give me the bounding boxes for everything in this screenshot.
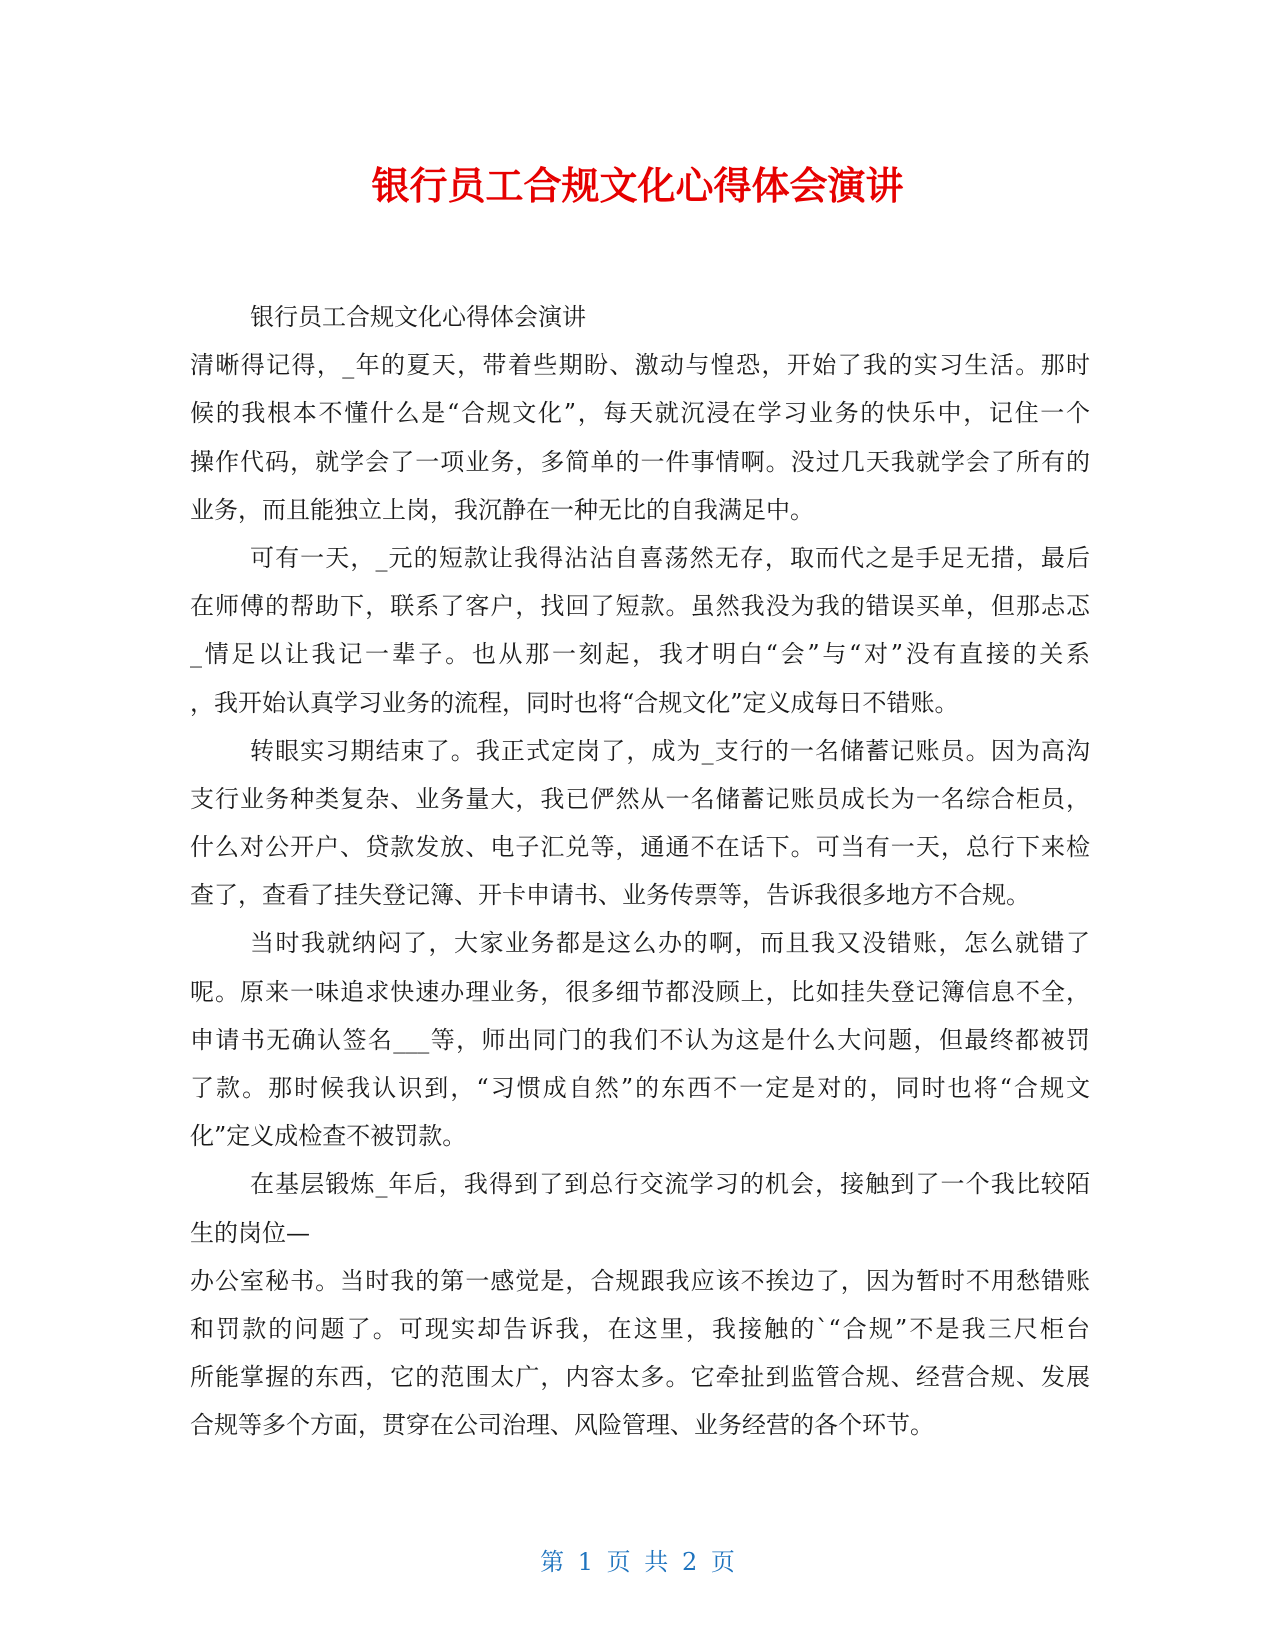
body-line: 合规等多个方面，贯穿在公司治理、风险管理、业务经营的各个环节。 (190, 1411, 934, 1440)
body-line: 业务，而且能独立上岗，我沉静在一种无比的自我满足中。 (190, 495, 814, 524)
body-line: _情足以让我记一辈子。也从那一刻起，我才明白“会”与“对”没有直接的关系 (190, 640, 1090, 669)
body-line: 了款。那时候我认识到，“习惯成自然”的东西不一定是对的，同时也将“合规文 (190, 1074, 1090, 1102)
body-line: 和罚款的问题了。可现实却告诉我，在这里，我接触的`“合规”不是我三尺柜台 (190, 1314, 1090, 1343)
body-line: 转眼实习期结束了。我正式定岗了，成为_支行的一名储蓄记账员。因为高沟 (250, 736, 1090, 765)
body-line: 支行业务种类复杂、业务量大，我已俨然从一名储蓄记账员成长为一名综合柜员， (190, 784, 1090, 813)
body-line: ，我开始认真学习业务的流程，同时也将“合规文化”定义成每日不错账。 (190, 688, 959, 717)
body-line: 清晰得记得，_年的夏天，带着些期盼、激动与惶恐，开始了我的实习生活。那时 (190, 351, 1090, 380)
body-line: 当时我就纳闷了，大家业务都是这么办的啊，而且我又没错账，怎么就错了 (250, 929, 1090, 958)
body-line: 什么对公开户、贷款发放、电子汇兑等，通通不在话下。可当有一天，总行下来检 (190, 833, 1090, 862)
body-line: 申请书无确认签名___等，师出同门的我们不认为这是什么大问题，但最终都被罚 (190, 1025, 1090, 1054)
document-body (190, 293, 1090, 1450)
body-line: 呢。原来一味追求快速办理业务，很多细节都没顾上，比如挂失登记簿信息不全， (190, 977, 1090, 1006)
body-line: 操作代码，就学会了一项业务，多简单的一件事情啊。没过几天我就学会了所有的 (190, 447, 1090, 476)
body-line: 可有一天，_元的短款让我得沾沾自喜荡然无存，取而代之是手足无措，最后 (250, 543, 1090, 572)
body-line: 所能掌握的东西，它的范围太广，内容太多。它牵扯到监管合规、经营合规、发展 (190, 1363, 1090, 1392)
body-line: 化”定义成检查不被罚款。 (190, 1122, 467, 1151)
body-line-subtitle: 银行员工合规文化心得体会演讲 (250, 303, 586, 331)
page-number-footer: 第 1 页 共 2 页 (540, 1548, 735, 1576)
body-line: 办公室秘书。当时我的第一感觉是，合规跟我应该不挨边了，因为暂时不用愁错账 (190, 1266, 1090, 1295)
body-line: 在基层锻炼_年后，我得到了到总行交流学习的机会，接触到了一个我比较陌 (250, 1170, 1090, 1199)
body-line: 在师傅的帮助下，联系了客户，找回了短款。虽然我没为我的错误买单，但那忐忑 (190, 592, 1090, 621)
body-line: 候的我根本不懂什么是“合规文化”，每天就沉浸在学习业务的快乐中，记住一个 (190, 399, 1090, 428)
body-line: 查了，查看了挂失登记簿、开卡申请书、业务传票等，告诉我很多地方不合规。 (190, 881, 1030, 910)
body-line: 生的岗位— (190, 1218, 310, 1247)
document-title: 银行员工合规文化心得体会演讲 (371, 164, 904, 208)
